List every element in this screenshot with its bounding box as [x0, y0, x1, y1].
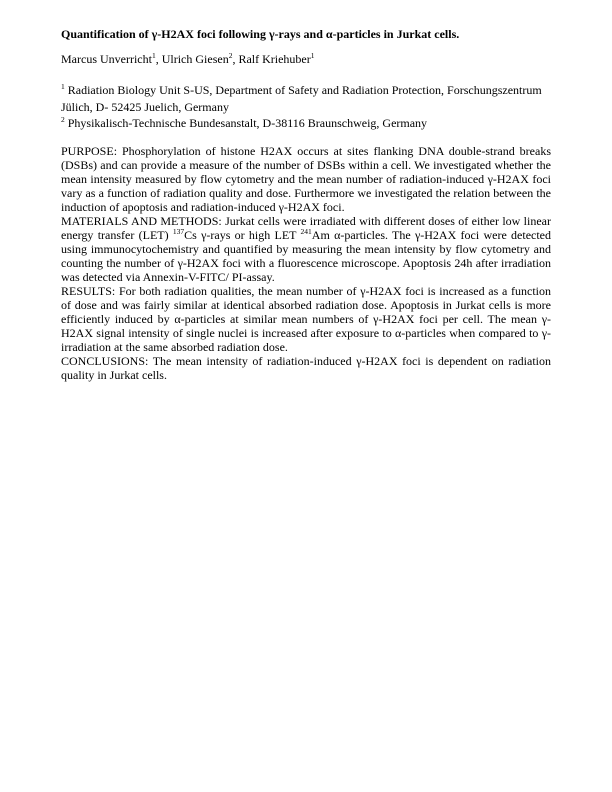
author-affiliation-ref: 2 [228, 51, 233, 60]
affiliation-item [61, 115, 551, 132]
page-content [61, 27, 551, 382]
author-affiliation-ref: 1 [310, 51, 315, 60]
author-name: Ralf Kriehuber [238, 52, 311, 66]
purpose-paragraph: PURPOSE: Phosphorylation of histone H2AX occurs at sites flanking DNA double-strand breaks (DSBs) and can provide a measure of the number of DSBs within a cell. We investigated whether the mean intensity measured by flow cytometry and the mean number of radiation-induced γ-H2AX foci vary as a function of radiation quality and dose. Furthermore we investigated the relation between the induction of apoptosis and radiation-induced γ-H2AX foci. [61, 143, 551, 214]
materials-and-methods-paragraph: MATERIALS AND METHODS: Jurkat cells were irradiated with different doses of either low linear energy transfer (LET) $^{137}$Cs γ-rays or high LET $^{241}$Am α-particles. The γ-H2AX foci were detected using immunocytochemistry and quantified by measuring the mean intensity by flow cytometry and counting the number of γ-H2AX foci with a fluorescence microscope. Apoptosis 24h after irradiation was detected via Annexin-V-FITC/ PI-assay. [61, 213, 552, 284]
affiliation-marker: 1 [61, 82, 65, 91]
affiliation-item [61, 82, 551, 115]
author-name: Marcus Unverricht [61, 52, 152, 66]
author-affiliation-ref: 1 [151, 51, 156, 60]
author-name: Ulrich Giesen [161, 52, 229, 66]
conclusions-paragraph: CONCLUSIONS: The mean intensity of radiation-induced γ-H2AX foci is dependent on radiation quality in Jurkat cells. [61, 353, 551, 382]
affiliation-text: Physikalisch-Technische Bundesanstalt, D-38116 Braunschweig, Germany [64, 116, 428, 130]
results-paragraph: RESULTS: For both radiation qualities, the mean number of γ-H2AX foci is increased as a function of dose and was fairly similar at identical absorbed radiation dose. Apoptosis in Jurkat cells is more efficiently induced by α-particles at similar mean numbers of γ-H2AX foci per cell. The mean γ-H2AX signal intensity of single nuclei is increased after exposure to α-particles when compared to γ-irradiation at the same absorbed radiation dose. [61, 283, 551, 354]
affiliation-marker: 2 [61, 115, 65, 124]
affiliations-block [61, 82, 551, 132]
author-separator: , [155, 52, 162, 66]
author-separator: , [232, 52, 239, 66]
affiliation-text: Radiation Biology Unit S-US, Department of Safety and Radiation Protection, Forschungszentrum Jülich, D- 52425 Juelich, Germany [61, 83, 542, 114]
author-line [61, 52, 551, 66]
abstract-block [61, 144, 551, 382]
paper-title: Quantification of γ-H2AX foci following γ-rays and α-particles in Jurkat cells. [61, 27, 460, 41]
